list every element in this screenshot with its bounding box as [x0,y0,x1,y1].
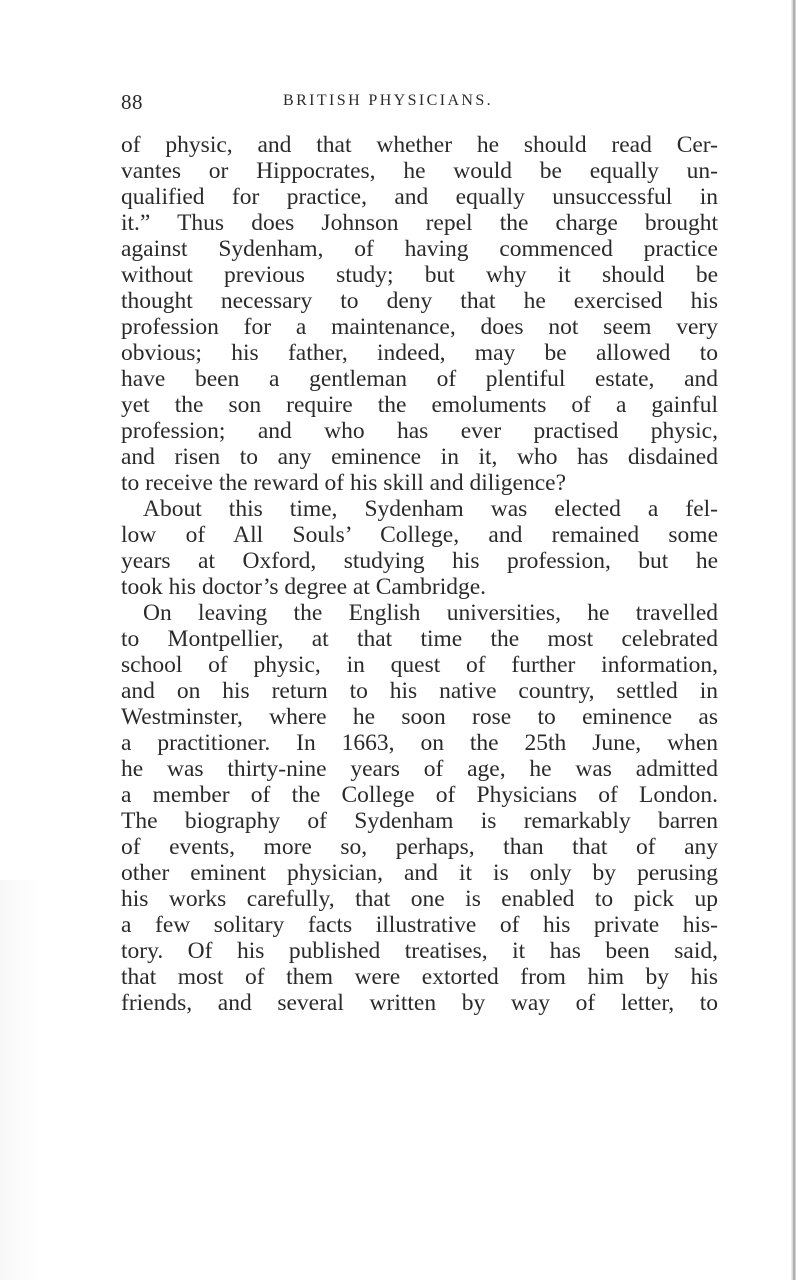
text-line: a few solitary facts illustrative of his private his- [121,912,718,938]
text-line: Westminster, where he soon rose to eminence as [121,704,718,730]
text-line: to receive the reward of his skill and diligence? [121,470,567,496]
text-line: of events, more so, perhaps, than that of any [121,834,718,860]
text-line: obvious; his father, indeed, may be allowed to [121,340,718,366]
text-line: a practitioner. In 1663, on the 25th June, when [121,730,718,756]
text-line: his works carefully, that one is enabled to pick up [121,886,718,912]
page-edge [791,0,796,1280]
page-number: 88 [121,90,143,114]
text-line: friends, and several written by way of letter, to [121,990,718,1016]
text-line: profession for a maintenance, does not seem very [121,314,718,340]
body-text [121,132,718,1016]
text-line: without previous study; but why it should be [121,262,718,288]
text-line: years at Oxford, studying his profession, but he [121,548,718,574]
text-line: have been a gentleman of plentiful estate, and [121,366,718,392]
text-line: On leaving the English universities, he travelled [143,600,718,626]
text-line: that most of them were extorted from him by his [121,964,718,990]
text-line: of physic, and that whether he should read Cer- [121,132,718,158]
text-line: school of physic, in quest of further information, [121,652,718,678]
text-line: took his doctor’s degree at Cambridge. [121,574,487,600]
text-line: The biography of Sydenham is remarkably barren [121,808,718,834]
text-line: a member of the College of Physicians of London. [121,782,718,808]
text-line: yet the son require the emoluments of a gainful [121,392,718,418]
page-header [121,86,721,116]
text-line: to Montpellier, at that time the most celebrated [121,626,718,652]
text-line: other eminent physician, and it is only by perusing [121,860,718,886]
text-line: thought necessary to deny that he exercised his [121,288,718,314]
text-line: About this time, Sydenham was elected a fel- [143,496,718,522]
text-line: against Sydenham, of having commenced practice [121,236,718,262]
text-line: he was thirty-nine years of age, he was admitted [121,756,718,782]
text-line: qualified for practice, and equally unsuccessful in [121,184,718,210]
text-line: and on his return to his native country, settled in [121,678,718,704]
page-gutter-shadow [0,880,40,1280]
text-line: profession; and who has ever practised physic, [121,418,718,444]
text-line: it.” Thus does Johnson repel the charge brought [121,210,718,236]
running-head: BRITISH PHYSICIANS. [283,92,494,109]
text-line: and risen to any eminence in it, who has disdained [121,444,718,470]
text-line: tory. Of his published treatises, it has been said, [121,938,718,964]
text-line: vantes or Hippocrates, he would be equally un- [121,158,718,184]
text-line: low of All Souls’ College, and remained some [121,522,718,548]
